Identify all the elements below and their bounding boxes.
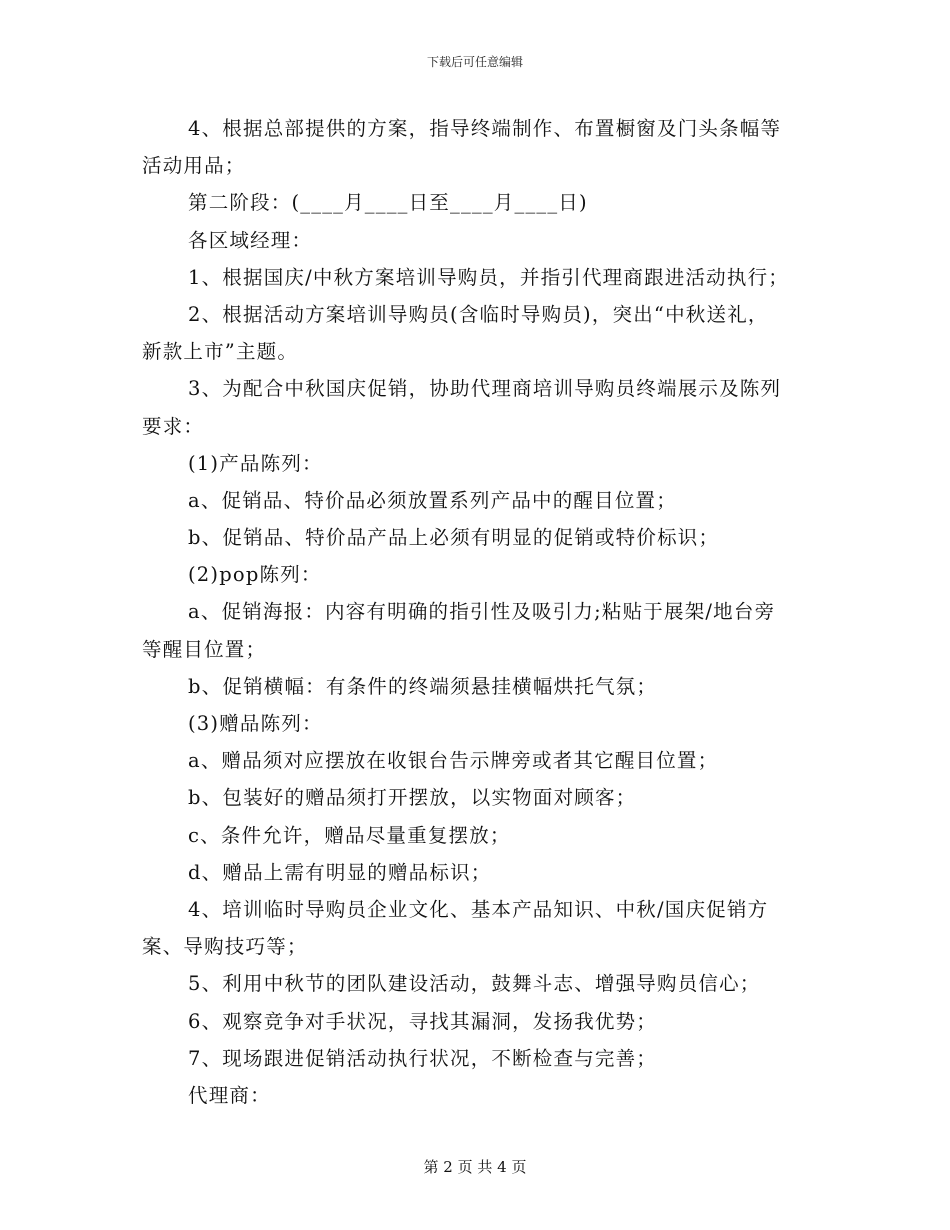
page-footer: 第 2 页 共 4 页 [423,1158,527,1176]
text-line: (1)产品陈列： [188,451,323,475]
text-line: 5、利用中秋节的团队建设活动，鼓舞斗志、增强导购员信心； [188,972,761,996]
page-header: 下载后可任意编辑 [426,55,523,69]
text-line: 4、根据总部提供的方案，指导终端制作、布置橱窗及门头条幅等 [188,117,782,140]
text-line: 要求： [142,414,205,438]
text-line: (2)pop陈列： [188,563,322,587]
text-line: b、促销横幅：有条件的终端须悬挂横幅烘托气氛； [188,674,658,698]
text-line: 3、为配合中秋国庆促销，协助代理商培训导购员终端展示及陈列 [188,377,782,401]
text-line: b、促销品、特价品产品上必须有明显的促销或特价标识； [188,526,720,550]
text-line: 活动用品； [142,154,246,178]
text-line: 等醒目位置； [142,637,267,661]
text-line: (3)赠品陈列： [188,712,323,735]
text-line: 4、培训临时导购员企业文化、基本产品知识、中秋/国庆促销方 [188,897,769,921]
text-line: 案、导购技巧等； [142,935,308,959]
text-line: 7、现场跟进促销活动执行状况，不断检查与完善； [188,1046,658,1070]
text-line: c、条件允许，赠品尽量重复摆放； [188,823,511,847]
text-line: 第二阶段：(____月____日至____月____日) [188,191,588,215]
text-line: a、促销海报：内容有明确的指引性及吸引力;粘贴于展架/地台旁 [188,600,776,624]
text-line: 6、观察竞争对手状况，寻找其漏洞，发扬我优势； [188,1009,658,1033]
text-line: 代理商： [188,1083,271,1107]
text-line: 新款上市”主题。 [142,340,299,364]
text-line: 2、根据活动方案培训导购员(含临时导购员)，突出“中秋送礼， [188,302,769,326]
text-line: 各区域经理： [188,228,313,252]
text-line: d、赠品上需有明显的赠品标识； [188,860,492,884]
text-line: a、赠品须对应摆放在收银台告示牌旁或者其它醒目位置； [188,749,719,773]
text-line: b、包装好的赠品须打开摆放，以实物面对顾客； [188,786,637,810]
text-line: 1、根据国庆/中秋方案培训导购员，并指引代理商跟进活动执行； [188,265,789,289]
text-line: a、促销品、特价品必须放置系列产品中的醒目位置； [188,488,677,512]
document-body [142,110,814,1114]
